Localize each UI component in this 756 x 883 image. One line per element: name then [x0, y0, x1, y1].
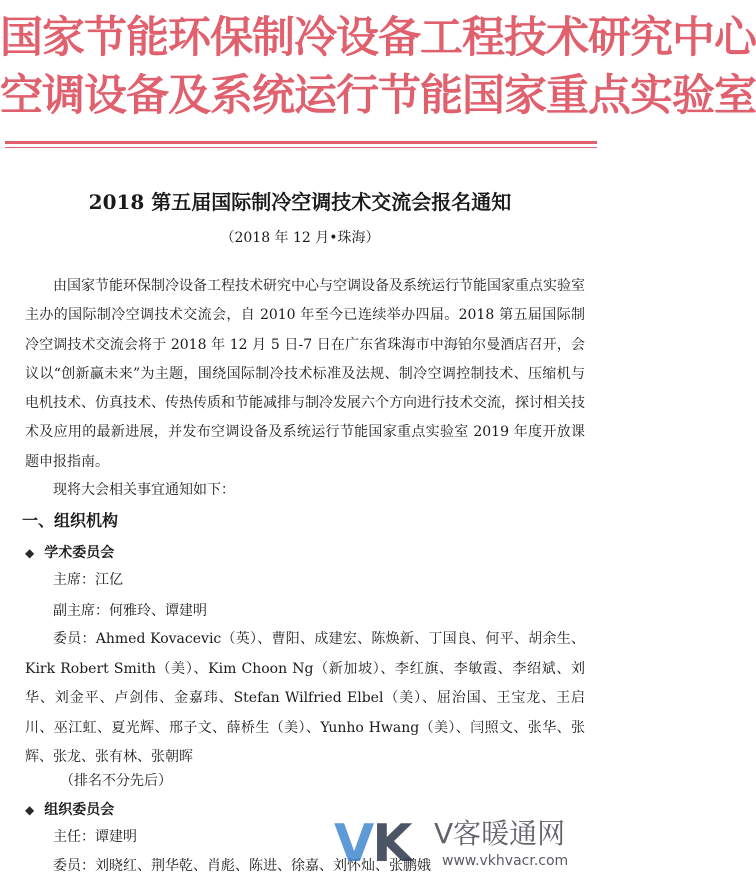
letterhead-line-2: 空调设备及系统运行节能国家重点实验室 [0, 71, 756, 121]
organizing-chair: 主任：谭建明 [53, 829, 137, 845]
notice-line: 现将大会相关事宜通知如下： [53, 482, 235, 498]
letterhead-divider-thick [5, 141, 597, 144]
letterhead-line-1: 国家节能环保制冷设备工程技术研究中心 [0, 13, 756, 63]
academic-vice-chair: 副主席：何雅玲、谭建明 [53, 603, 207, 619]
order-note: （排名不分先后） [60, 773, 172, 789]
academic-chair: 主席：江亿 [53, 572, 123, 588]
organizing-committee-label: 组织委员会 [44, 802, 115, 818]
academic-committee-label: 学术委员会 [44, 545, 115, 561]
watermark [334, 815, 596, 873]
letterhead [0, 0, 756, 150]
academic-members: 委员：Ahmed Kovacevic（英）、曹阳、成建宏、陈焕新、丁国良、何平、胡余生、Kirk Robert Smith（美）、Kim Choon Ng（新加坡）、李红旗、李敏霞、李绍斌、刘华、刘金平、卢剑伟、金嘉玮、Stefan Wilfried Elbel（美）、屈治国、王宝龙、王启川、巫江虹、夏光辉、邢子文、薛桥生（美）、Yunho Hwang（美）、闫照文、张华、张辉、张龙、张有林、张朝晖 [25, 631, 585, 765]
organizing-members: 委员：刘晓红、荆华乾、肖彪、陈进、徐嘉、刘怀灿、张鹏娥 [53, 858, 431, 874]
document-subtitle: （2018 年 12 月•珠海） [220, 230, 380, 246]
watermark-logo: VK [334, 814, 411, 874]
section-heading-organization: 一、组织机构 [22, 511, 119, 530]
document-title: 2018 第五届国际制冷空调技术交流会报名通知 [88, 190, 512, 214]
academic-committee-heading [25, 543, 114, 563]
diamond-bullet-icon: ◆ [25, 803, 35, 817]
intro-paragraph: 由国家节能环保制冷设备工程技术研究中心与空调设备及系统运行节能国家重点实验室主办的国际制冷空调技术交流会，自 2010 年至今已连续举办四届。2018 第五届国际制冷空调技术交流会将于 2018 年 12 月 5 日-7 日在广东省珠海市中海铂尔曼酒店召开，会议以“创新赢未来”为主题，围绕国际制冷技术标准及法规、制冷空调控制技术、压缩机与电机技术、仿真技术、传热传质和节能减排与制冷发展六个方向进行技术交流，探讨相关技术及应用的最新进展，并发布空调设备及系统运行节能国家重点实验室 2019 年度开放课题申报指南。 [25, 278, 585, 470]
organizing-committee-heading [25, 800, 114, 820]
watermark-text: V客暖通网 [434, 817, 566, 850]
diamond-bullet-icon: ◆ [25, 546, 35, 560]
letterhead-divider-thin [5, 147, 597, 148]
watermark-url: www.vkhvacr.com [442, 853, 569, 869]
